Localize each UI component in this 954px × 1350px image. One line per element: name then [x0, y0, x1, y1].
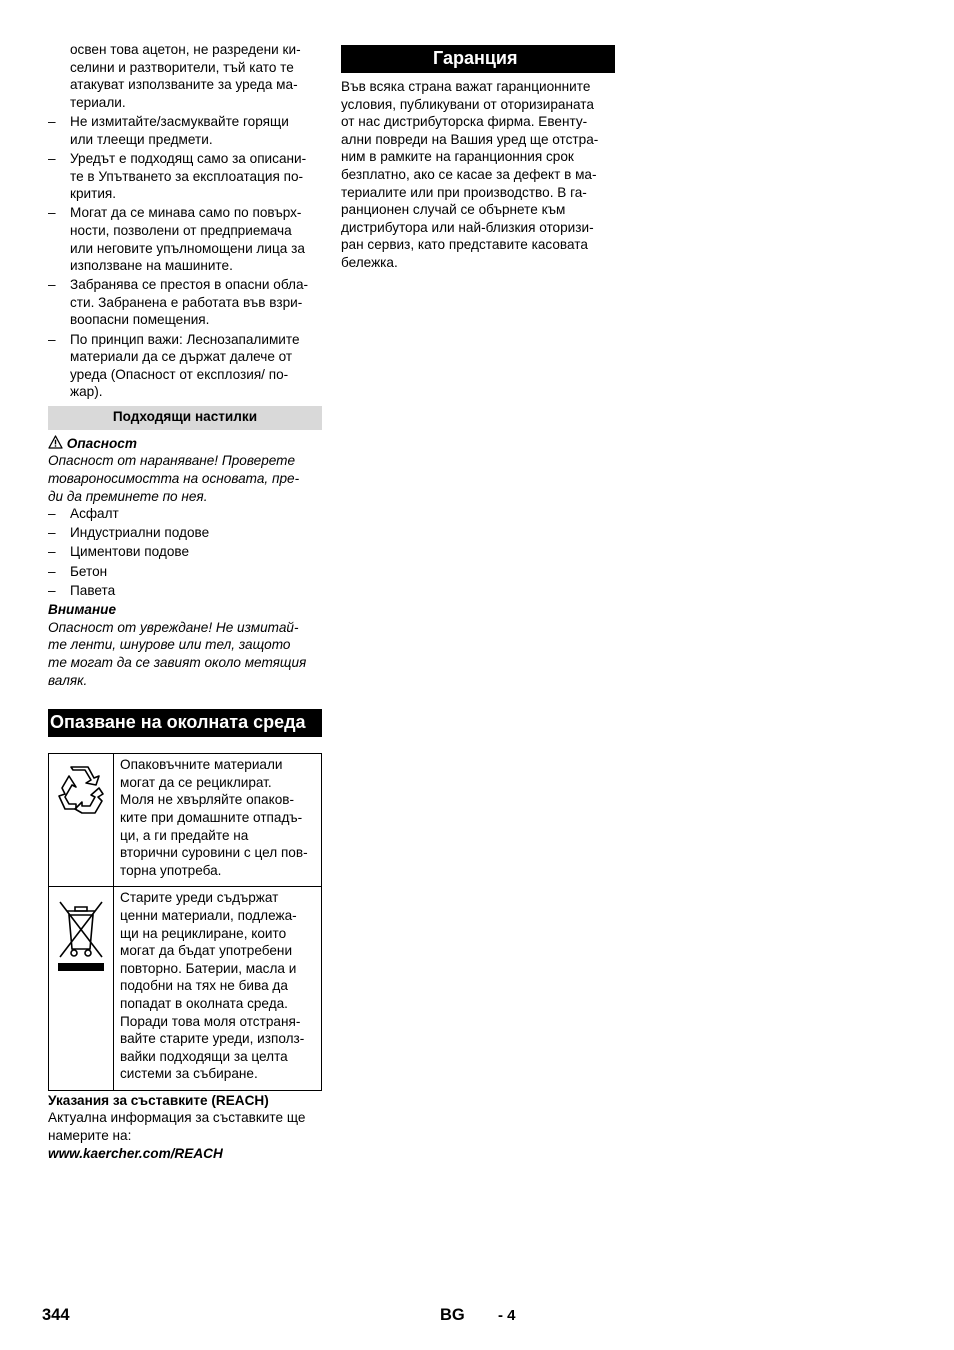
attention-label: Внимание: [48, 602, 117, 618]
reach-link[interactable]: www.kaercher.com/REACH: [48, 1145, 223, 1161]
table-row: [49, 754, 322, 887]
list-item: – Асфалт: [48, 505, 322, 523]
list-item: – Циментови подове: [48, 543, 322, 561]
list-item: – По принцип важи: Леснозапалимите материали да се държат далече от уреда (Опасност от експлозия/ по- жар).: [48, 331, 322, 401]
safety-bullet-list: [48, 113, 322, 401]
reach-heading: Указания за съставките (REACH): [48, 1092, 269, 1108]
list-item: – Индустриални подове: [48, 524, 322, 542]
danger-label-row: [48, 435, 322, 453]
list-item: – Могат да се минава само по повърх- ности, позволени от предприемача или неговите упълномощени лица за използване на машините.: [48, 204, 322, 274]
recycling-icon: [49, 754, 114, 887]
attention-text: Опасност от увреждане! Не измитай- те ленти, шнурове или тел, защото те могат да се завият около метящия валяк.: [48, 619, 307, 688]
reach-text: Актуална информация за съставките ще намерите на:: [48, 1110, 306, 1144]
environment-table: [48, 753, 322, 1091]
warranty-heading: Гаранция: [341, 45, 615, 73]
warranty-text: Във всяка страна важат гаранционните условия, публикувани от оторизираната от нас дистрибуторска фирма. Евенту- ални повреди на Вашия уред ще отстра- ним в рамките на гаранционния срок безплатно, ако се касае за дефект в ма- териалите или при производство. В га- ранционен случай се обърнете към дистрибутора или най-близкия оторизи- ран сервиз, като представите касовата бележка.: [341, 79, 599, 270]
left-column: [48, 0, 322, 1162]
warning-triangle-icon: [48, 436, 67, 451]
table-row: [49, 887, 322, 1091]
recycling-text: Опаковъчните материали могат да се рециклират. Моля не хвърляйте опаков- ките при домашните отпадъ- ци, а ги предайте на вторични суровини с цел пов- торна употреба.: [114, 754, 322, 887]
page-number: 344: [42, 1306, 70, 1324]
list-item: – Забранява се престоя в опасни обла- сти. Забранена е работата във взри- воопасни помещения.: [48, 276, 322, 329]
list-item: – Бетон: [48, 563, 322, 581]
suitable-floors-heading: Подходящи настилки: [48, 406, 322, 430]
old-devices-text: Старите уреди съдържат ценни материали, подлежа- щи на рециклиране, които могат да бъдат употребени повторно. Батерии, масла и подобни на тях не бива да попадат в околната среда. Поради това моля отстраня- вайте старите уреди, използ- вайки подходящи за целта системи за събиране.: [114, 887, 322, 1091]
list-item: – Не измитайте/засмуквайте горящи или тлеещи предмети.: [48, 113, 322, 148]
language-code: BG: [440, 1306, 465, 1324]
right-column: [341, 0, 615, 272]
section-number: - 4: [498, 1307, 516, 1324]
danger-label: Опасност: [66, 435, 137, 451]
list-item: – Павета: [48, 582, 322, 600]
danger-text: Опасност от нараняване! Проверете товароносимостта на основата, пре- ди да преминете по нея.: [48, 453, 300, 504]
intro-continuation: освен това ацетон, не разредени ки- селини и разтворители, тъй като те атакуват използваните за уреда ма- териали.: [70, 42, 301, 110]
environment-heading: Опазване на околната среда: [48, 709, 322, 737]
floor-types-list: [48, 505, 322, 599]
crossed-out-bin-icon: [49, 887, 114, 1091]
list-item: – Уредът е подходящ само за описани- те в Упътването за експлоатация по- крития.: [48, 150, 322, 203]
